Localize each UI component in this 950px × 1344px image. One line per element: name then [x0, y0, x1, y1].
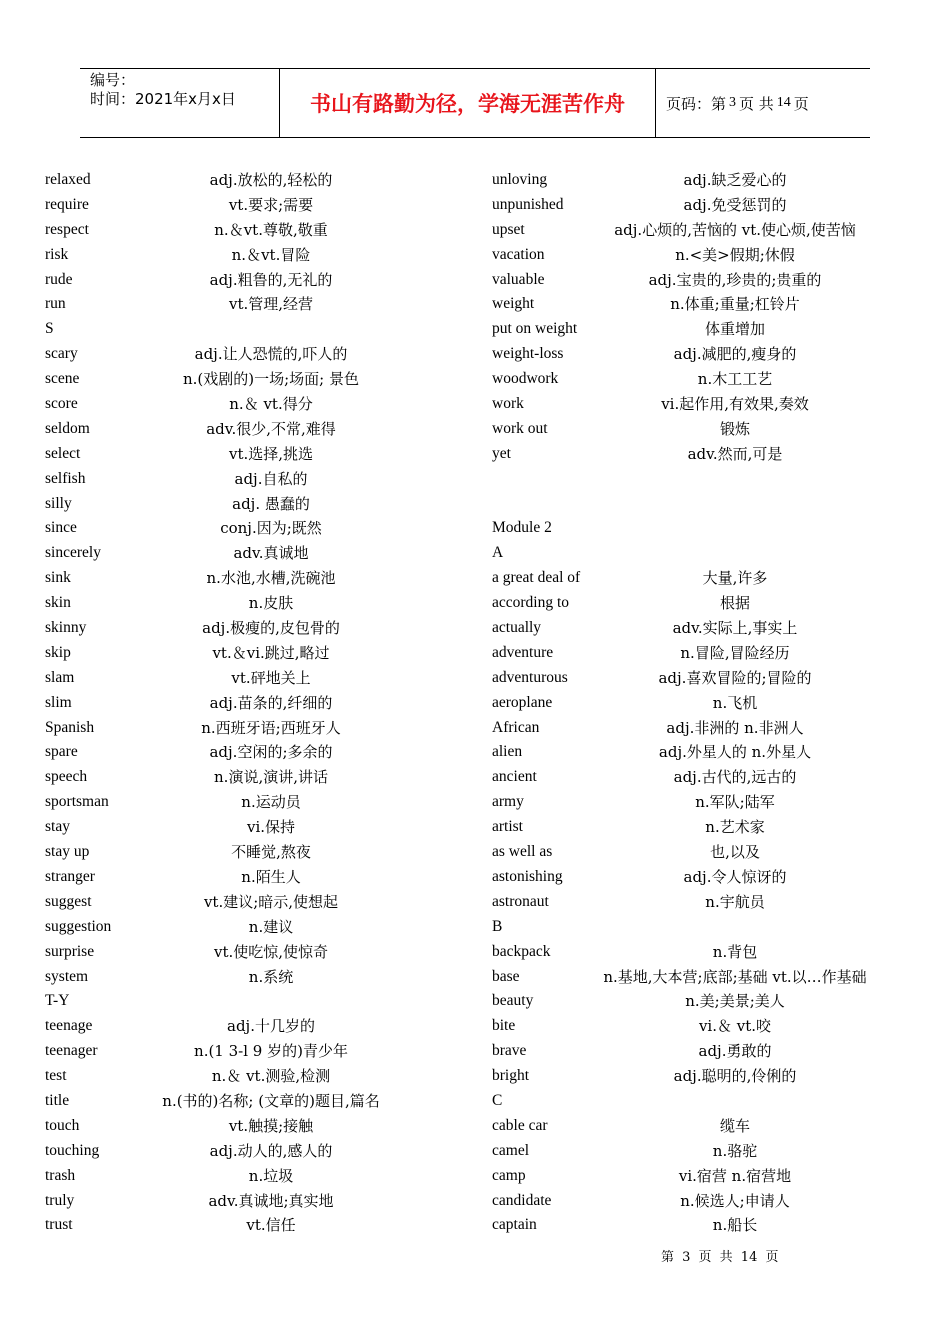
vocab-word: weight-loss: [492, 345, 564, 363]
vocab-definition: vt.触摸;接触: [228, 1116, 314, 1135]
vocab-word: touch: [45, 1116, 80, 1134]
vocab-entry: [492, 965, 872, 990]
vocab-entry: [45, 417, 465, 442]
vocab-definition: n.运动员: [241, 793, 301, 812]
vocab-entry: [492, 890, 872, 915]
vocab-entry: [45, 890, 465, 915]
vocab-definition: 锻炼: [719, 419, 751, 438]
vocab-word: base: [492, 967, 520, 985]
vocab-definition: n.＆vt.尊敬,敬重: [214, 220, 328, 239]
vocab-entry: [45, 915, 465, 940]
vocab-word: stay up: [45, 843, 90, 861]
vocab-word: woodwork: [492, 370, 559, 388]
vocab-word: teenage: [45, 1017, 93, 1035]
vocab-word: candidate: [492, 1191, 552, 1209]
vocab-word: adventure: [492, 643, 554, 661]
vocab-entry: [492, 367, 872, 392]
vocab-definition: n.(1 3-l 9 岁的)青少年: [194, 1042, 348, 1061]
vocab-definition: adj.放松的,轻松的: [209, 171, 333, 189]
vocab-entry: [492, 865, 872, 890]
vocab-entry: [492, 1164, 872, 1189]
vocab-entry: [492, 268, 872, 293]
vocab-word: put on weight: [492, 320, 578, 338]
vocab-entry: [45, 940, 465, 965]
vocab-entry: [45, 292, 465, 317]
vocab-definition: adj.粗鲁的,无礼的: [209, 270, 333, 289]
vocab-word: selfish: [45, 469, 86, 487]
vocab-entry: [492, 467, 872, 492]
vocab-word: rude: [45, 270, 73, 288]
header-page-info: [656, 69, 870, 137]
vocab-entry: [492, 1139, 872, 1164]
vocab-entry: [492, 765, 872, 790]
page-prefix: 页码：第: [666, 94, 727, 113]
vocab-entry: [492, 790, 872, 815]
vocab-definition: vt.砰地关上: [231, 668, 311, 687]
vocab-entry: [45, 740, 465, 765]
vocab-word: run: [45, 295, 66, 313]
vocab-word: according to: [492, 594, 570, 612]
vocab-definition: adj.令人惊讶的: [683, 867, 787, 886]
vocab-definition: n.＆ vt.测验,检测: [211, 1067, 331, 1086]
vocab-word: vacation: [492, 245, 545, 263]
vocab-definition: adj.苗条的,纤细的: [209, 693, 333, 712]
vocab-entry: [45, 317, 465, 342]
vocab-word: since: [45, 519, 77, 537]
vocab-entry: [45, 541, 465, 566]
vocab-word: sportsman: [45, 793, 109, 811]
vocab-word: S: [45, 320, 54, 338]
vocab-definition: conj.因为;既然: [220, 519, 322, 538]
vocab-entry: [45, 193, 465, 218]
vocab-word: unloving: [492, 171, 548, 188]
page-total: 14: [776, 95, 791, 110]
vocab-entry: [492, 1064, 872, 1089]
vocab-entry: [492, 1014, 872, 1039]
vocab-word: ancient: [492, 768, 537, 786]
vocab-entry: [492, 218, 872, 243]
vocab-entry: [45, 268, 465, 293]
vocab-entry: [45, 616, 465, 641]
vocab-entry: [45, 989, 465, 1014]
vocab-entry: [45, 392, 465, 417]
vocab-entry: [492, 1189, 872, 1214]
vocab-entry: [45, 1039, 465, 1064]
vocab-definition: vt.信任: [246, 1216, 296, 1235]
vocab-entry: [45, 641, 465, 666]
vocab-word: captain: [492, 1216, 537, 1234]
page-current: 3: [729, 95, 737, 110]
vocab-definition: 不睡觉,熬夜: [231, 843, 311, 862]
vocab-entry: [45, 566, 465, 591]
vocab-word: bright: [492, 1067, 530, 1085]
vocab-word: cable car: [492, 1116, 548, 1134]
vocab-definition: n.(书的)名称; (文章的)题目,篇名: [162, 1091, 380, 1110]
vocab-entry: [492, 566, 872, 591]
vocab-word: system: [45, 967, 89, 985]
vocab-word: suggestion: [45, 917, 112, 935]
vocab-entry: [492, 541, 872, 566]
vocab-word: backpack: [492, 942, 551, 960]
vocab-definition: adj.极瘦的,皮包骨的: [202, 619, 340, 638]
vocab-word: as well as: [492, 843, 553, 861]
vocab-word: teenager: [45, 1042, 98, 1060]
vocab-definition: adv.真诚地: [233, 544, 309, 563]
vocab-word: camel: [492, 1141, 530, 1159]
vocab-definition: adj.十几岁的: [227, 1017, 315, 1036]
vocab-entry: [492, 616, 872, 641]
vocab-entry: [492, 915, 872, 940]
vocab-entry: [45, 243, 465, 268]
vocab-definition: adj.减肥的,瘦身的: [673, 345, 797, 364]
vocab-word: trash: [45, 1166, 76, 1184]
vocab-entry: [492, 691, 872, 716]
vocab-definition: n.候选人;申请人: [680, 1191, 790, 1210]
vocab-word: alien: [492, 743, 523, 761]
vocab-definition: n.(戏剧的)一场;场面; 景色: [182, 370, 360, 389]
vocab-word: skip: [45, 643, 71, 661]
vocab-word: valuable: [492, 270, 545, 288]
vocab-word: stranger: [45, 867, 95, 885]
vocab-word: slam: [45, 668, 75, 686]
vocab-definition: 体重增加: [704, 320, 766, 339]
vocab-definition: n.骆驼: [712, 1141, 758, 1160]
vocab-entry: [492, 1213, 872, 1238]
vocab-definition: adv.实际上,事实上: [672, 619, 798, 638]
vocab-column-left: [45, 168, 465, 1238]
vocab-definition: n.垃圾: [248, 1166, 294, 1185]
vocab-word: touching: [45, 1141, 100, 1159]
vocab-definition: n.皮肤: [248, 594, 294, 613]
vocab-definition: adj.空闲的;多余的: [209, 743, 333, 762]
vocab-entry: [45, 1164, 465, 1189]
vocab-entry: [492, 492, 872, 517]
vocab-definition: vi.＆ vt.咬: [698, 1017, 772, 1036]
vocab-entry: [45, 790, 465, 815]
vocab-definition: n.＆vt.冒险: [231, 245, 311, 264]
vocab-definition: n.系统: [248, 967, 294, 986]
vocab-word: C: [492, 1091, 503, 1109]
vocab-entry: [45, 815, 465, 840]
vocab-definition: n.船长: [712, 1216, 758, 1235]
vocab-entry: [492, 940, 872, 965]
vocab-definition: adj. 愚蠢的: [232, 494, 310, 513]
page-mid: 页 共: [739, 94, 774, 113]
vocab-entry: [45, 666, 465, 691]
vocab-word: camp: [492, 1166, 526, 1184]
vocab-entry: [45, 1139, 465, 1164]
vocab-word: test: [45, 1067, 67, 1085]
vocab-entry: [492, 417, 872, 442]
vocab-definition: n.＆ vt.得分: [229, 395, 313, 414]
vocab-entry: [492, 442, 872, 467]
vocab-word: weight: [492, 295, 535, 313]
vocab-word: trust: [45, 1216, 73, 1234]
vocab-word: sink: [45, 569, 71, 587]
vocab-entry: [45, 591, 465, 616]
vocab-definition: vt.使吃惊,使惊奇: [213, 942, 329, 961]
vocab-word: astronaut: [492, 892, 549, 910]
vocab-word: stay: [45, 818, 70, 836]
vocab-word: Spanish: [45, 718, 95, 736]
vocab-entry: [45, 840, 465, 865]
vocab-word: scary: [45, 345, 78, 363]
vocab-definition: adj.缺乏爱心的: [683, 171, 787, 189]
vocab-definition: n.体重;重量;杠铃片: [670, 295, 800, 314]
vocab-definition: n.艺术家: [705, 818, 765, 837]
vocab-word: aeroplane: [492, 693, 553, 711]
header-meta: [80, 69, 280, 137]
vocab-word: skin: [45, 594, 71, 612]
vocab-definition: vt.建议;暗示,使想起: [203, 892, 339, 911]
vocab-definition: adj.古代的,远古的: [673, 768, 797, 787]
vocab-definition: n.基地,大本营;底部;基础 vt.以…作基础: [603, 967, 867, 986]
vocab-word: select: [45, 444, 81, 462]
vocab-word: suggest: [45, 892, 92, 910]
vocab-word: seldom: [45, 419, 90, 437]
vocab-entry: [492, 666, 872, 691]
vocab-definition: adj.宝贵的,珍贵的;贵重的: [648, 270, 822, 289]
vocab-definition: adv.然而,可是: [687, 444, 783, 463]
vocab-entry: [45, 218, 465, 243]
vocab-definition: adj.聪明的,伶俐的: [673, 1067, 797, 1086]
vocab-entry: [45, 691, 465, 716]
vocab-entry: [492, 740, 872, 765]
vocab-word: bite: [492, 1017, 516, 1035]
vocab-definition: vt.要求;需要: [228, 195, 314, 214]
vocab-definition: n.军队;陆军: [695, 793, 775, 812]
vocab-word: relaxed: [45, 171, 91, 188]
vocab-definition: n.演说,演讲,讲话: [214, 768, 328, 787]
vocab-definition: adj.自私的: [234, 469, 308, 488]
vocab-definition: n.水池,水槽,洗碗池: [206, 569, 336, 588]
vocab-definition: adv.真诚地;真实地: [208, 1191, 334, 1210]
vocab-definition: n.宇航员: [705, 892, 765, 911]
vocab-entry: [492, 168, 872, 193]
vocab-entry: [45, 1114, 465, 1139]
vocab-entry: [45, 1014, 465, 1039]
vocab-word: risk: [45, 245, 69, 263]
vocab-entry: [492, 342, 872, 367]
vocab-entry: [492, 716, 872, 741]
vocab-definition: n.建议: [248, 917, 294, 936]
vocab-entry: [45, 1213, 465, 1238]
vocab-word: astonishing: [492, 867, 563, 885]
vocab-definition: n.木工工艺: [697, 370, 773, 389]
vocab-definition: n.美;美景;美人: [685, 992, 785, 1011]
vocab-entry: [492, 840, 872, 865]
vocab-word: A: [492, 544, 504, 562]
vocab-entry: [492, 193, 872, 218]
vocab-word: spare: [45, 743, 78, 761]
vocab-definition: 根据: [719, 594, 751, 613]
vocab-entry: [45, 1189, 465, 1214]
vocab-entry: [45, 516, 465, 541]
vocab-word: speech: [45, 768, 88, 786]
vocab-definition: vi.宿营 n.宿营地: [678, 1166, 792, 1185]
vocab-definition: adj.外星人的 n.外星人: [658, 743, 812, 762]
vocab-word: adventurous: [492, 668, 568, 686]
vocab-entry: [45, 765, 465, 790]
vocab-word: actually: [492, 619, 542, 637]
vocab-entry: [492, 591, 872, 616]
vocab-entry: [492, 292, 872, 317]
vocab-entry: [492, 516, 872, 541]
vocab-word: T-Y: [45, 992, 70, 1010]
vocab-word: a great deal of: [492, 569, 581, 587]
vocab-entry: [45, 492, 465, 517]
vocab-definition: adj.勇敢的: [698, 1042, 772, 1061]
vocab-word: respect: [45, 220, 89, 238]
vocab-word: require: [45, 195, 89, 213]
vocab-definition: 缆车: [719, 1116, 751, 1135]
vocab-word: work: [492, 395, 524, 413]
vocab-entry: [45, 442, 465, 467]
vocab-entry: [492, 392, 872, 417]
vocab-entry: [45, 1089, 465, 1114]
vocab-word: brave: [492, 1042, 527, 1060]
vocab-entry: [45, 168, 465, 193]
vocab-entry: [492, 1114, 872, 1139]
vocab-entry: [45, 1064, 465, 1089]
vocab-entry: [492, 815, 872, 840]
vocab-word: yet: [492, 444, 511, 462]
vocab-word: silly: [45, 494, 72, 512]
vocab-entry: [45, 342, 465, 367]
vocab-definition: vt.管理,经营: [228, 295, 314, 314]
vocab-definition: adj.非洲的 n.非洲人: [666, 718, 804, 737]
vocab-definition: 也,以及: [710, 843, 760, 862]
vocab-definition: n.陌生人: [241, 867, 301, 886]
code-label: 编号：: [90, 71, 136, 89]
vocab-definition: vi.起作用,有效果,奏效: [661, 395, 809, 414]
vocab-definition: adj.免受惩罚的: [683, 195, 787, 214]
vocab-definition: n.<美>假期;休假: [675, 245, 795, 264]
vocab-word: work out: [492, 419, 548, 437]
vocab-definition: n.背包: [712, 942, 758, 961]
vocab-definition: adj.心烦的,苦恼的 vt.使心烦,使苦恼: [614, 220, 856, 239]
vocab-definition: vt.＆vi.跳过,略过: [212, 643, 330, 662]
vocab-column-right: [492, 168, 872, 1238]
vocab-definition: adj.喜欢冒险的;冒险的: [658, 668, 812, 687]
vocab-definition: vi.保持: [246, 818, 296, 837]
vocab-definition: n.飞机: [712, 693, 758, 712]
vocab-definition: vt.选择,挑选: [228, 444, 314, 463]
vocab-entry: [45, 716, 465, 741]
vocab-entry: [45, 865, 465, 890]
vocab-word: Module 2: [492, 519, 552, 537]
page-footer: 第 3 页 共 14 页: [661, 1250, 779, 1265]
vocab-word: score: [45, 395, 78, 413]
header-motto: 书山有路勤为径，学海无涯苦作舟: [280, 69, 656, 137]
time-label: 时间：2021年x月x日: [90, 90, 236, 108]
vocab-word: African: [492, 718, 540, 736]
vocab-definition: n.西班牙语;西班牙人: [201, 718, 341, 737]
vocab-entry: [45, 367, 465, 392]
vocab-definition: adj.动人的,感人的: [209, 1141, 333, 1160]
vocab-word: B: [492, 917, 503, 935]
vocab-word: army: [492, 793, 524, 811]
vocab-definition: 大量,许多: [702, 569, 768, 588]
vocab-entry: [45, 965, 465, 990]
vocab-entry: [492, 1089, 872, 1114]
vocab-entry: [492, 317, 872, 342]
vocab-entry: [492, 243, 872, 268]
vocab-definition: n.冒险,冒险经历: [680, 643, 790, 662]
vocab-definition: adv.很少,不常,难得: [206, 419, 336, 438]
page-header: [80, 68, 870, 138]
vocab-word: sincerely: [45, 544, 101, 562]
vocab-word: slim: [45, 693, 72, 711]
vocab-entry: [45, 467, 465, 492]
vocab-entry: [492, 989, 872, 1014]
vocab-entry: [492, 1039, 872, 1064]
vocab-word: truly: [45, 1191, 75, 1209]
vocab-entry: [492, 641, 872, 666]
vocab-word: surprise: [45, 942, 95, 960]
vocab-word: beauty: [492, 992, 534, 1010]
vocab-word: upset: [492, 220, 525, 238]
vocab-definition: adj.让人恐慌的,吓人的: [194, 345, 348, 364]
vocab-word: title: [45, 1091, 70, 1109]
vocab-word: unpunished: [492, 195, 564, 213]
vocab-word: scene: [45, 370, 80, 388]
vocab-word: artist: [492, 818, 523, 836]
vocab-word: skinny: [45, 619, 87, 637]
page-suffix: 页: [793, 94, 809, 113]
